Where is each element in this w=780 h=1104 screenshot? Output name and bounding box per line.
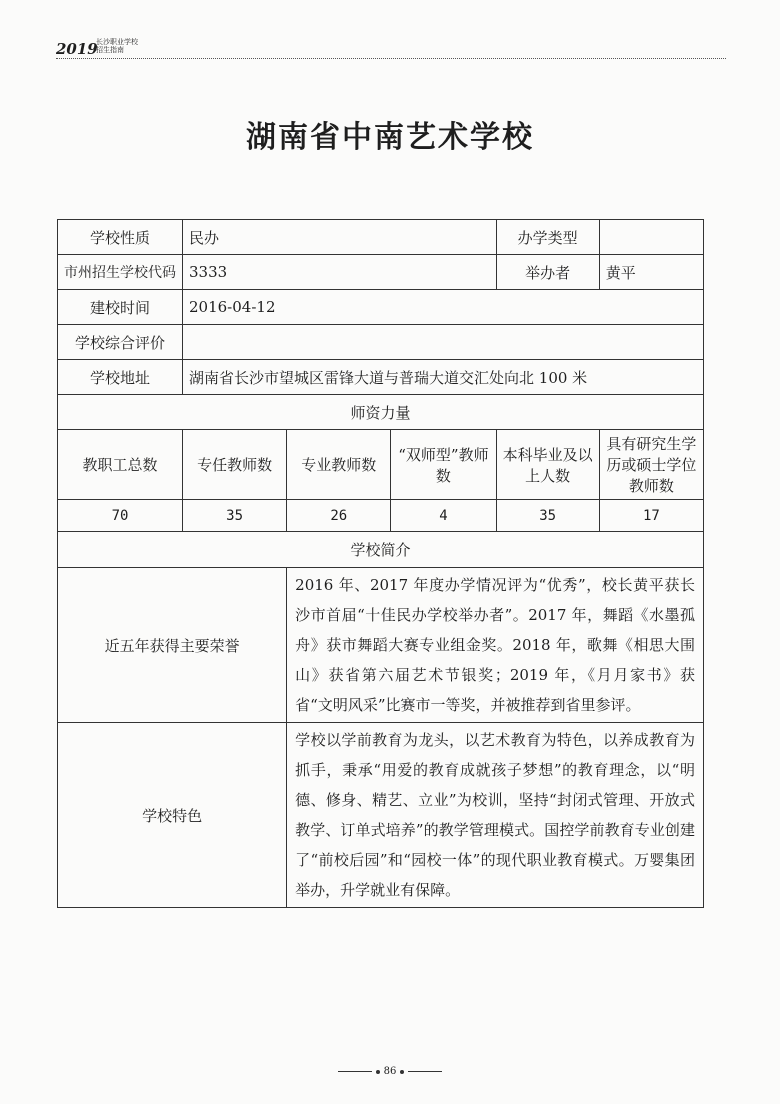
staff-value-total: 70 bbox=[58, 500, 183, 532]
staff-header-graduate: 具有研究生学历或硕士学位教师数 bbox=[599, 430, 703, 500]
footer-dot-right bbox=[400, 1070, 404, 1074]
page-title: 湖南省中南艺术学校 bbox=[246, 120, 534, 155]
header-guide-title bbox=[96, 38, 138, 54]
footer-dot-left bbox=[376, 1070, 380, 1074]
staff-value-bachelor: 35 bbox=[496, 500, 599, 532]
evaluation-label: 学校综合评价 bbox=[58, 325, 183, 360]
table-row bbox=[58, 290, 704, 325]
table-row bbox=[58, 325, 704, 360]
founded-label: 建校时间 bbox=[58, 290, 183, 325]
table-row bbox=[58, 395, 704, 430]
staff-header-row bbox=[58, 430, 704, 500]
staff-value-dual: 4 bbox=[391, 500, 496, 532]
staff-header-bachelor: 本科毕业及以上人数 bbox=[496, 430, 599, 500]
honors-row bbox=[58, 568, 704, 723]
footer-rule-right bbox=[408, 1071, 442, 1072]
staff-header-professional: 专业教师数 bbox=[287, 430, 391, 500]
table-row bbox=[58, 360, 704, 395]
page-footer bbox=[0, 1066, 780, 1077]
table-row bbox=[58, 220, 704, 255]
staff-value-graduate: 17 bbox=[599, 500, 703, 532]
table-row bbox=[58, 532, 704, 568]
address-value: 湖南省长沙市望城区雷锋大道与普瑞大道交汇处向北 100 米 bbox=[183, 360, 704, 395]
staff-value-professional: 26 bbox=[287, 500, 391, 532]
page-number: 86 bbox=[383, 1066, 397, 1077]
features-row bbox=[58, 723, 704, 908]
features-label: 学校特色 bbox=[58, 723, 287, 908]
honors-text: 2016 年、2017 年度办学情况评为“优秀”，校长黄平获长沙市首届“十佳民办学校举办者”。2017 年，舞蹈《水墨孤舟》获市舞蹈大赛专业组金奖。2018 年，歌舞《相思大围山》获省第六届艺术节银奖；2019 年，《月月家书》获省“文明风采”比赛市一等奖，并被推荐到省里参评。 bbox=[287, 568, 704, 723]
staff-header-fulltime: 专任教师数 bbox=[183, 430, 287, 500]
type-value bbox=[599, 220, 703, 255]
type-label: 办学类型 bbox=[496, 220, 599, 255]
intro-section-title: 学校简介 bbox=[58, 532, 704, 568]
footer-rule-left bbox=[338, 1071, 372, 1072]
code-value: 3333 bbox=[183, 255, 497, 290]
header-rule bbox=[56, 58, 726, 59]
staff-section-title: 师资力量 bbox=[58, 395, 704, 430]
features-text: 学校以学前教育为龙头，以艺术教育为特色，以养成教育为抓手，秉承“用爱的教育成就孩子梦想”的教育理念，以“明德、修身、精艺、立业”为校训，坚持“封闭式管理、开放式教学、订单式培养”的教学管理模式。国控学前教育专业创建了“前校后园”和“园校一体”的现代职业教育模式。万婴集团举办，升学就业有保障。 bbox=[287, 723, 704, 908]
staff-value-fulltime: 35 bbox=[183, 500, 287, 532]
page-header bbox=[56, 38, 726, 62]
staff-header-dual: “双师型”教师数 bbox=[391, 430, 496, 500]
staff-header-total: 教职工总数 bbox=[58, 430, 183, 500]
address-label: 学校地址 bbox=[58, 360, 183, 395]
table-row bbox=[58, 255, 704, 290]
sponsor-value: 黄平 bbox=[599, 255, 703, 290]
honors-label: 近五年获得主要荣誉 bbox=[58, 568, 287, 723]
school-info-table bbox=[57, 219, 704, 908]
nature-value: 民办 bbox=[183, 220, 497, 255]
header-year: 2019 bbox=[56, 40, 98, 58]
nature-label: 学校性质 bbox=[58, 220, 183, 255]
header-guide-line2: 招生指南 bbox=[96, 46, 124, 54]
sponsor-label: 举办者 bbox=[496, 255, 599, 290]
evaluation-value bbox=[183, 325, 704, 360]
header-guide-line1: 长沙职业学校 bbox=[96, 38, 138, 46]
staff-values-row bbox=[58, 500, 704, 532]
code-label: 市州招生学校代码 bbox=[58, 255, 183, 290]
founded-value: 2016-04-12 bbox=[183, 290, 704, 325]
